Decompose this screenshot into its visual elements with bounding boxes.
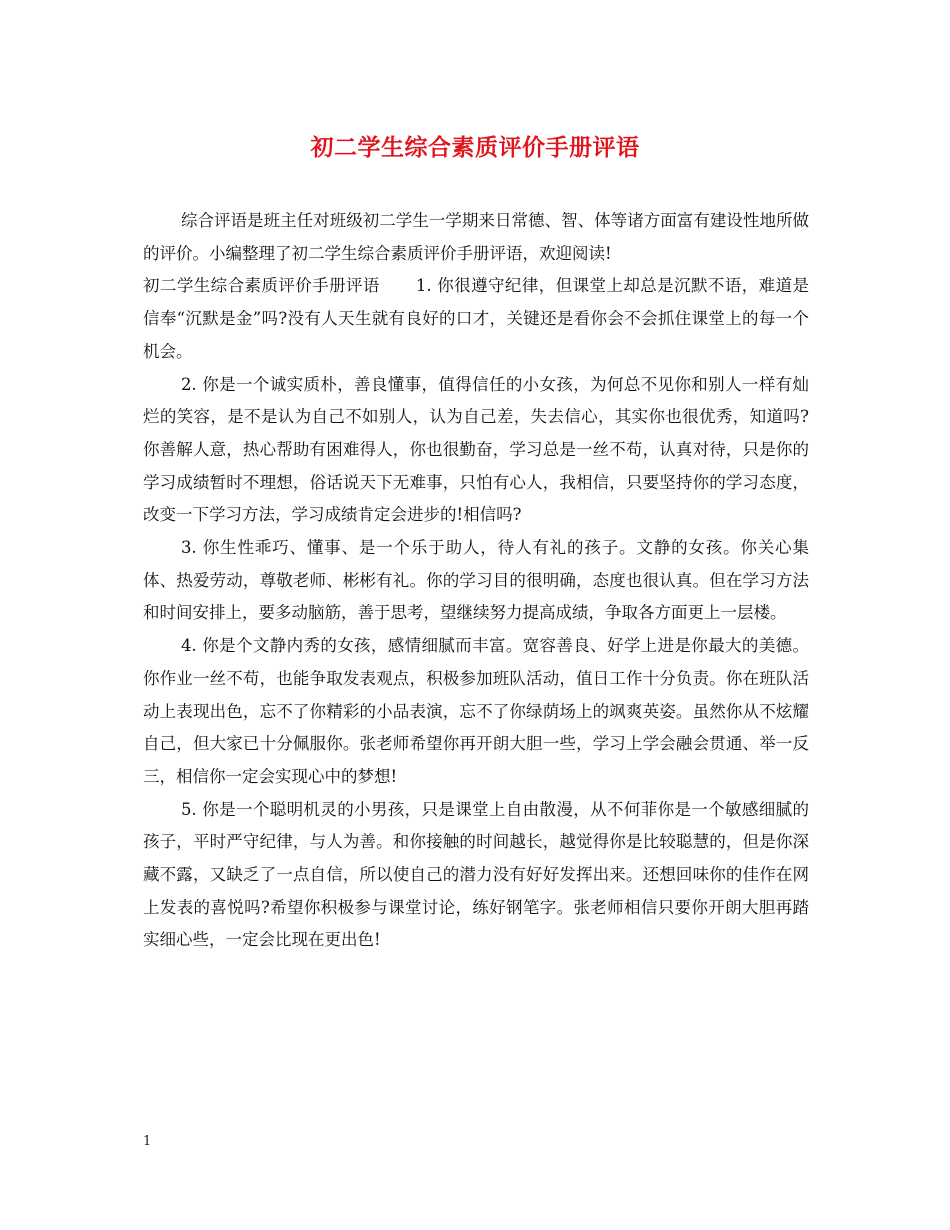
comment-3: 3. 你生性乖巧、懂事、是一个乐于助人，待人有礼的孩子。文静的女孩。你关心集体、热爱劳动，尊敬老师、彬彬有礼。你的学习目的很明确，态度也很认真。但在学习方法和时间安排上，要多动脑筋，善于思考，望继续努力提高成绩，争取各方面更上一层楼。 [143,538,809,623]
page-number: 1 [143,1134,152,1149]
document-title: 初二学生综合素质评价手册评语 [310,134,640,161]
comment-2: 2. 你是一个诚实质朴，善良懂事，值得信任的小女孩，为何总不见你和别人一样有灿烂的笑容，是不是认为自己不如别人，认为自己差，失去信心，其实你也很优秀，知道吗?你善解人意，热心帮助有困难得人，你也很勤奋，学习总是一丝不苟，认真对待，只是你的学习成绩暂时不理想，俗话说天下无难事，只怕有心人，我相信，只要坚持你的学习态度，改变一下学习方法，学习成绩肯定会进步的!相信吗? [143,374,809,525]
document-body [143,205,809,957]
subheading-paragraph [143,270,809,368]
subheading: 初二学生综合素质评价手册评语 [143,276,380,296]
intro-paragraph: 综合评语是班主任对班级初二学生一学期来日常德、智、体等诸方面富有建设性地所做的评价。小编整理了初二学生综合素质评价手册评语，欢迎阅读! [143,211,809,263]
comment-1: 1. 你很遵守纪律，但课堂上却总是沉默不语，难道是信奉“沉默是金”吗?没有人天生就有良好的口才，关键还是看你会不会抓住课堂上的每一个机会。 [143,276,809,361]
comment-4: 4. 你是个文静内秀的女孩，感情细腻而丰富。宽容善良、好学上进是你最大的美德。你作业一丝不苟，也能争取发表观点，积极参加班队活动，值日工作十分负责。你在班队活动上表现出色，忘不了你精彩的小品表演，忘不了你绿荫场上的飒爽英姿。虽然你从不炫耀自己，但大家已十分佩服你。张老师希望你再开朗大胆一些，学习上学会融会贯通、举一反三，相信你一定会实现心中的梦想! [143,636,809,786]
comment-5: 5. 你是一个聪明机灵的小男孩，只是课堂上自由散漫，从不何菲你是一个敏感细腻的孩子，平时严守纪律，与人为善。和你接触的时间越长，越觉得你是比较聪慧的，但是你深藏不露，又缺乏了一点自信，所以使自己的潜力没有好好发挥出来。还想回味你的佳作在网上发表的喜悦吗?希望你积极参与课堂讨论，练好钢笔字。张老师相信只要你开朗大胆再踏实细心些，一定会比现在更出色! [143,799,809,950]
